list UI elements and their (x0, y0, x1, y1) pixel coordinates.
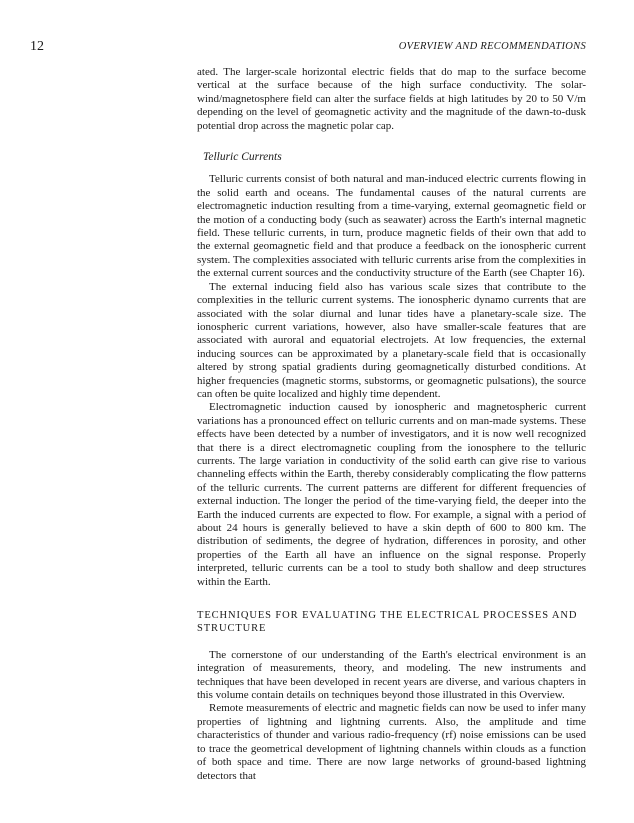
running-head: OVERVIEW AND RECOMMENDATIONS (398, 41, 586, 52)
paragraph-telluric-2: The external inducing field also has various scale sizes that contribute to the complexities in the telluric current systems. The ionospheric dynamo currents that are associated with the solar diurnal and lunar tides have a planetary-scale size. The ionospheric current variations, however, also have smaller-scale features that are associated with auroral and equatorial electrojets. At low frequencies, the external inducing sources can be approximated by a planetary-scale field that is occasionally altered by strong spatial gradients during geomagnetically disturbed conditions. At higher frequencies (magnetic storms, substorms, or geomagnetic pulsations), the source can often be quite localized and highly time dependent. (197, 280, 586, 400)
section-heading-techniques: TECHNIQUES FOR EVALUATING THE ELECTRICAL PROCESSES AND STRUCTURE (197, 610, 578, 635)
paragraph-continuation: ated. The larger-scale horizontal electric fields that do map to the surface become vertical at the surface because of the high surface conductivity. The solar-wind/magnetosphere field can alter the surface fields at high latitudes by 20 to 50 V/m depending on the level of geomagnetic activity and the magnitude of the dawn-to-dusk potential drop across the magnetic polar cap. (197, 66, 586, 132)
paragraph-techniques-1: The cornerstone of our understanding of the Earth's electrical environment is an integration of measurements, theory, and modeling. The new instruments and techniques that have been developed in recent years are diverse, and various chapters in this volume contain details on techniques beyond those illustrated in this Overview. (197, 648, 586, 702)
paragraph-telluric-3: Electromagnetic induction caused by ionospheric and magnetospheric current variations has a pronounced effect on telluric currents and on man-made systems. These effects have been detected by a number of investigators, and it is now well recognized that there is a direct electromagnetic coupling from the ionosphere to the telluric currents. The large variation in conductivity of the solid earth can give rise to various channeling effects within the Earth, thereby considerably complicating the flow patterns of the telluric currents. The current patterns are different for different frequencies of external induction. The longer the period of the time-varying field, the deeper into the Earth the induced currents are expected to flow. For example, a signal with a period of about 24 hours is generally believed to have a skin depth of 600 to 800 km. The distribution of sediments, the degree of hydration, differences in porosity, and other properties of the Earth all have an influence on the signal response. Properly interpreted, telluric currents can be a tool to study both shallow and deep structures within the Earth. (197, 401, 586, 588)
page-number: 12 (30, 39, 44, 54)
paragraph-telluric-1: Telluric currents consist of both natural and man-induced electric currents flowing in the solid earth and oceans. The fundamental causes of the natural currents are electromagnetic induction resulting from a time-varying, external geomagnetic field or the motion of a conducting body (such as seawater) across the Earth's internal magnetic field. These telluric currents, in turn, produce magnetic fields of their own that add to the external geomagnetic field and that produce a feedback on the ionospheric current system. The complexities associated with telluric currents arise from the complexities in the external current sources and the conductivity structure of the Earth (see Chapter 16). (197, 173, 586, 280)
paragraph-techniques-2: Remote measurements of electric and magnetic fields can now be used to infer many properties of lightning and lightning currents. Also, the amplitude and time characteristics of thunder and various radio-frequency (rf) noise emissions can be used to trace the geometrical development of lightning channels within clouds as a function of both space and time. There are now large networks of ground-based lightning detectors that (197, 702, 586, 782)
body-text (197, 66, 586, 783)
subsection-heading-telluric-currents: Telluric Currents (203, 151, 282, 164)
